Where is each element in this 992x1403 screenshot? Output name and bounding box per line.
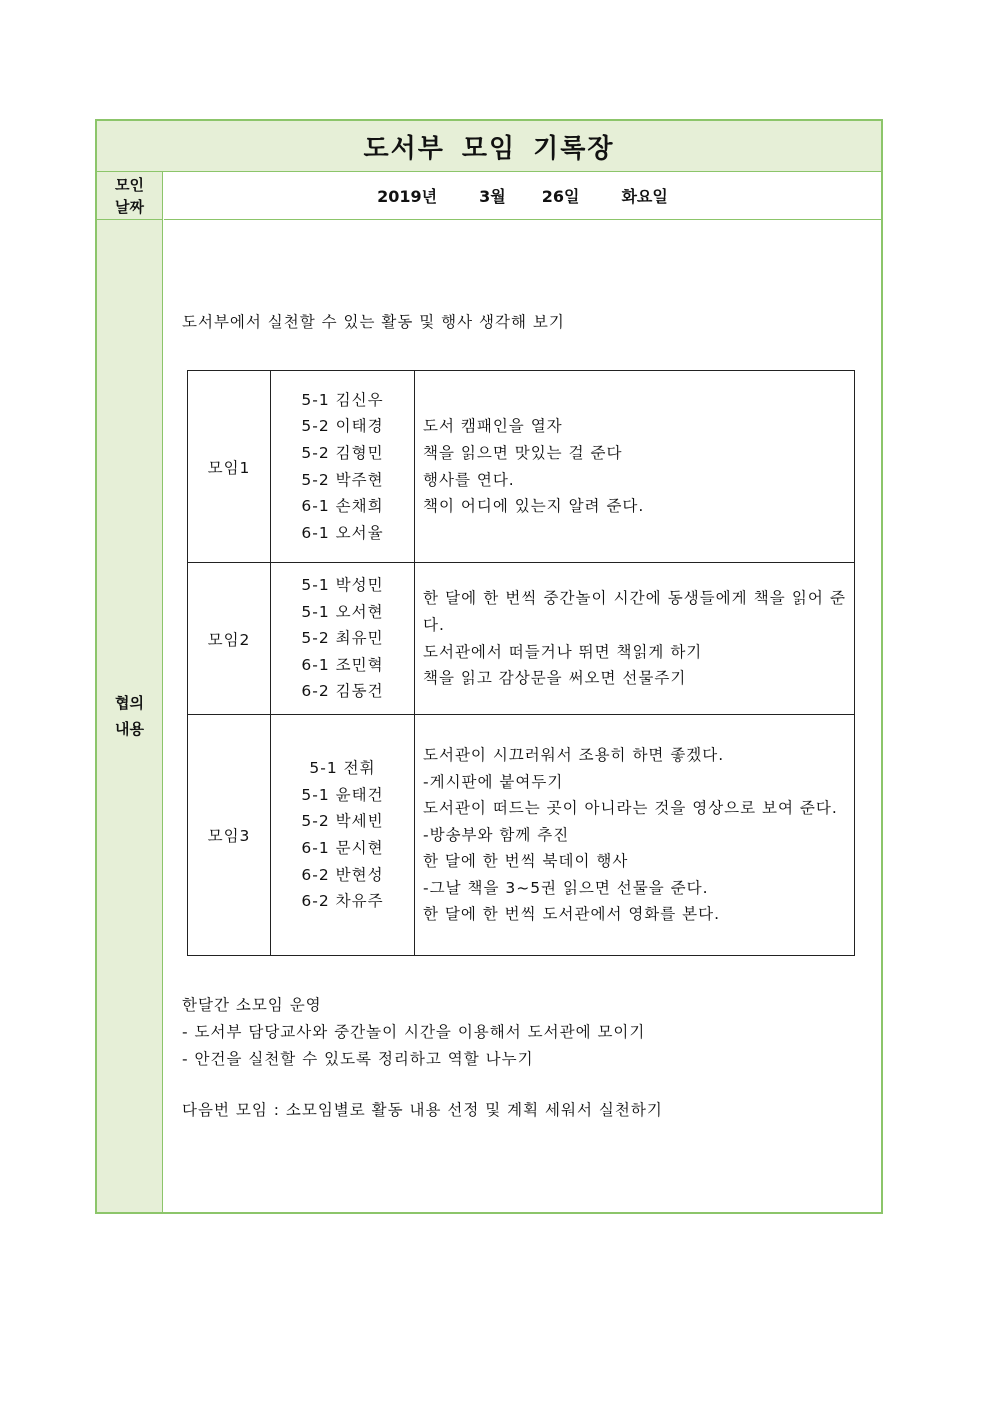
table-row [188,371,855,563]
note: -게시판에 붙여두기 [423,772,564,791]
record-sheet [95,119,883,1214]
note: 행사를 연다. [423,470,515,489]
summary [182,992,645,1073]
group-members [271,371,415,563]
member: 5-1 윤태건 [301,785,384,804]
member: 5-2 김형민 [301,443,384,462]
member: 6-1 조민혁 [301,655,384,674]
note: 책이 어디에 있는지 알려 준다. [423,497,645,516]
summary-line: - 안건을 실천할 수 있도록 정리하고 역할 나누기 [182,1050,534,1068]
group-table [187,370,855,956]
note: 도서관이 시끄러워서 조용히 하면 좋겠다. [423,745,725,764]
content-label [97,220,163,1212]
content-label-line-2: 내용 [115,720,144,738]
note: 책을 읽으면 맛있는 걸 준다 [423,443,623,462]
member: 5-1 전휘 [309,759,376,778]
member: 5-1 김신우 [301,390,384,409]
member: 6-2 차유주 [301,892,384,911]
table-row [188,715,855,956]
note: 한 달에 한 번씩 북데이 행사 [423,852,629,871]
group-name: 모임3 [188,715,271,956]
date-year: 2019년 [377,187,438,206]
table-row [188,563,855,715]
date-day: 26일 [541,187,580,206]
note: -방송부와 함께 추진 [423,825,570,844]
member: 5-2 박세빈 [301,812,384,831]
member: 6-2 김동건 [301,682,384,701]
page-title: 도서부 모임 기록장 [97,121,881,172]
note: 한 달에 한 번씩 중간놀이 시간에 동생들에게 책을 읽어 준다. [423,589,846,634]
summary-line: 한달간 소모임 운영 [182,996,322,1014]
meeting-date [164,172,881,220]
group-name: 모임1 [188,371,271,563]
next-meeting: 다음번 모임 : 소모임별로 활동 내용 선정 및 계획 세워서 실천하기 [182,1101,663,1119]
summary-line: - 도서부 담당교사와 중간놀이 시간을 이용해서 도서관에 모이기 [182,1023,646,1041]
content-label-line-1: 협의 [115,694,144,712]
note: 도서관이 떠드는 곳이 아니라는 것을 영상으로 보여 준다. [423,799,838,818]
member: 6-1 손채희 [301,497,384,516]
member: 5-1 박성민 [301,576,384,595]
group-notes [415,715,855,956]
date-month: 3월 [479,187,506,206]
group-members [271,563,415,715]
date-weekday: 화요일 [621,187,668,206]
member: 5-2 최유민 [301,629,384,648]
member: 5-2 박주현 [301,470,384,489]
date-label-line-2: 날짜 [115,197,144,216]
intro-text: 도서부에서 실천할 수 있는 활동 및 행사 생각해 보기 [182,313,565,331]
group-notes [415,371,855,563]
note: 책을 읽고 감상문을 써오면 선물주기 [423,669,687,688]
date-label [97,172,163,220]
group-name: 모임2 [188,563,271,715]
note: 도서관에서 떠들거나 뛰면 책읽게 하기 [423,642,703,661]
note: -그날 책을 3~5권 읽으면 선물을 준다. [423,878,709,897]
group-members [271,715,415,956]
member: 5-2 이태경 [301,417,384,436]
member: 6-1 문시현 [301,839,384,857]
note: 도서 캠패인을 열자 [423,417,563,436]
content-body [164,220,881,1212]
date-label-line-1: 모인 [115,175,144,194]
member: 6-1 오서율 [301,523,384,542]
member: 5-1 오서현 [301,602,384,621]
member: 6-2 반현성 [301,865,384,884]
note: 한 달에 한 번씩 도서관에서 영화를 본다. [423,905,721,924]
group-notes [415,563,855,715]
